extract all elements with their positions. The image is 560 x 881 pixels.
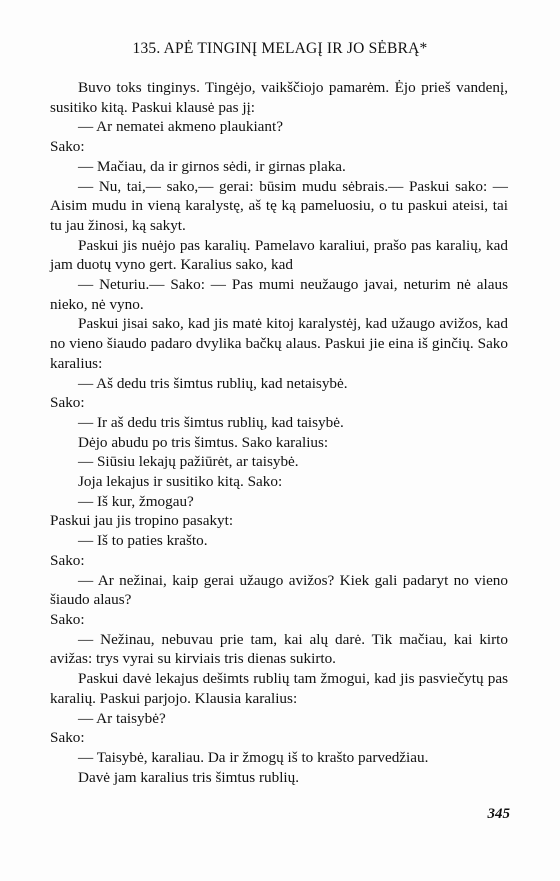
story-paragraph: — Taisybė, karaliau. Da ir žmogų iš to krašto parvedžiau. [78, 748, 429, 766]
story-paragraph: Joja lekajus ir susitiko kitą. Sako: [78, 473, 283, 491]
story-paragraph: — Nu, tai,— sako,— gerai: būsim mudu sėbrais.— Paskui sako: — Aisim mudu in vieną karalystę, aš tę ką pameluosiu, o tu paskui ateisi, tai tu jau žinosi, ką sakyt. [50, 177, 508, 234]
story-paragraph: Paskui davė lekajus dešimts rublių tam žmogui, kad jis pasviečytų pas karalių. Paskui parjojo. Klausia karalius: [50, 670, 508, 707]
page-number: 345 [487, 806, 510, 822]
story-title: 135. APĖ TINGINĮ MELAGĮ IR JO SĖBRĄ* [132, 40, 428, 57]
story-paragraph: — Neturiu.— Sako: — Pas mumi neužaugo javai, neturim nė alaus nieko, nė vyno. [50, 276, 508, 313]
story-paragraph: — Ar taisybė? [78, 709, 166, 727]
story-paragraph: Sako: [50, 394, 85, 412]
story-paragraph: — Iš to paties krašto. [78, 532, 208, 550]
story-paragraph: Davė jam karalius tris šimtus rublių. [78, 768, 300, 786]
story-paragraph: — Siūsiu lekajų pažiūrėt, ar taisybė. [78, 453, 299, 471]
story-paragraph: — Ir aš dedu tris šimtus rublių, kad taisybė. [78, 413, 344, 431]
story-text [50, 78, 508, 787]
story-paragraph: — Iš kur, žmogau? [78, 492, 194, 510]
story-paragraph: Paskui jisai sako, kad jis matė kitoj karalystėj, kad užaugo avižos, kad no vieno šiaudo padaro dvylika bačkų alaus. Paskui jie eina iš ginčių. Sako karalius: [50, 315, 508, 372]
story-paragraph: — Ar nematei akmeno plaukiant? [78, 118, 283, 136]
story-paragraph: Sako: [50, 610, 85, 628]
story-paragraph: — Mačiau, da ir girnos sėdi, ir girnas plaka. [78, 157, 346, 175]
story-paragraph: Buvo toks tinginys. Tingėjo, vaikščiojo pamarėm. Ėjo prieš vandenį, susitiko kitą. Paskui klausė pas jį: [50, 79, 508, 116]
story-paragraph: Sako: [50, 729, 85, 747]
story-paragraph: — Nežinau, nebuvau prie tam, kai alų darė. Tik mačiau, kai kirto avižas: trys vyrai su kirviais tris dienas sukirto. [50, 630, 508, 668]
story-paragraph: Sako: [50, 551, 85, 569]
story-paragraph: — Aš dedu tris šimtus rublių, kad netaisybė. [78, 374, 348, 392]
story-paragraph: Dėjo abudu po tris šimtus. Sako karalius: [78, 433, 329, 451]
story-paragraph: Paskui jis nuėjo pas karalių. Pamelavo karaliui, prašo pas karalių, kad jam duotų vyno gert. Karalius sako, kad [50, 236, 508, 274]
story-paragraph: — Ar nežinai, kaip gerai užaugo avižos? Kiek gali padaryt no vieno šiaudo alaus? [50, 571, 508, 609]
story-paragraph: Sako: [50, 138, 85, 156]
story-paragraph: Paskui jau jis tropino pasakyt: [50, 512, 234, 530]
